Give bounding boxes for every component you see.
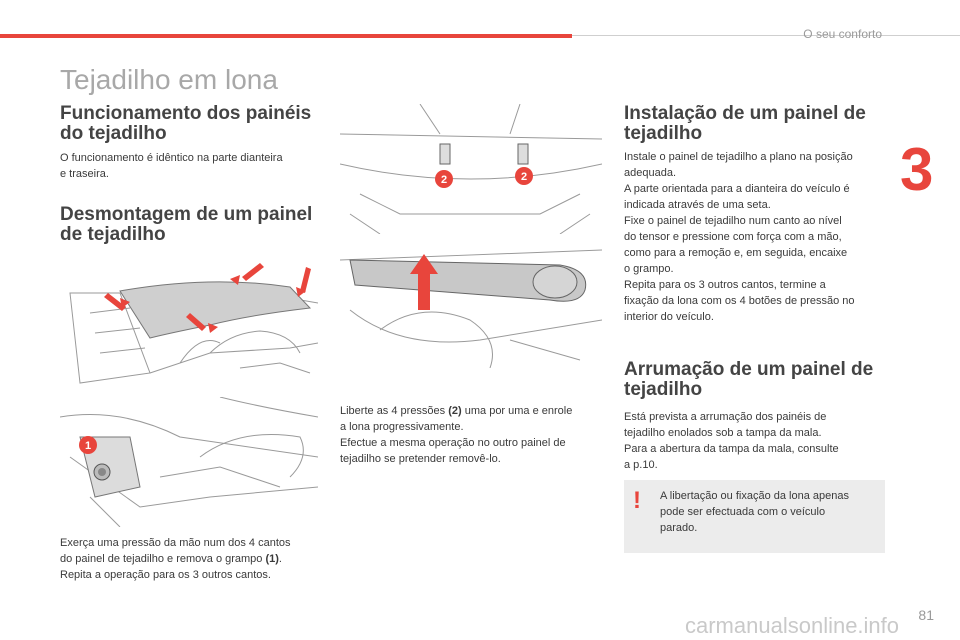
fastener-right [518,144,528,164]
header-rule [572,35,960,36]
marker-2b-label: 2 [520,171,528,183]
section-label: O seu conforto [803,27,882,41]
chapter-number: 3 [900,136,934,203]
rolled-canvas-illustration [340,240,602,368]
page-title: Tejadilho em lona [60,64,278,95]
roof-panel-shape [120,282,310,338]
header-accent-bar [0,34,572,38]
arrumacao-heading: Arrumação de um painel de tejadilho [624,359,874,400]
page-number: 81 [918,607,934,623]
arrumacao-text: Está prevista a arrumação dos painéis de tejadilho enolados sob a tampa da mala. Para a abertura da tampa da mala, consulte a p.10. [624,411,839,471]
funcionamento-text: O funcionamento é idêntico na parte dianteira e traseira. [60,152,283,180]
marker-2a-label: 2 [440,174,448,186]
watermark: carmanualsonline.info [685,613,900,638]
warning-icon: ! [633,487,641,514]
roof-panel-illustration [60,253,318,391]
marker-1-label: 1 [84,440,92,452]
roof-fasteners-illustration [340,104,602,234]
clip-illustration [60,397,318,527]
warning-text: A libertação ou fixação da lona apenas pode ser efectuada com o veículo parado. [660,490,849,534]
liberte-caption: Liberte as 4 pressões (2) uma por uma e enrole a lona progressivamente. Efectue a mesma operação no outro painel de tejadilho se pretender removê-lo. [340,405,573,465]
instalacao-heading: Instalação de um painel de tejadilho [624,103,866,144]
desmontagem-caption: Exerça uma pressão da mão num dos 4 cantos do painel de tejadilho e remova o grampo (1). Repita a operação para os 3 outros cantos. [60,537,291,581]
fastener-left [440,144,450,164]
instalacao-text: Instale o painel de tejadilho a plano na posição adequada. A parte orientada para a dianteira do veículo é indicada através de uma seta. Fixe o painel de tejadilho num canto ao nível do tensor e pressione com força com a mão, como para a remoção e, em seguida, encaixe o grampo. Repita para os 3 outros cantos, termine a fixação da lona com os 4 botões de pressão no interior do veículo. [624,151,855,323]
desmontagem-heading: Desmontagem de um painel de tejadilho [60,204,313,245]
funcionamento-heading: Funcionamento dos painéis do tejadilho [60,103,312,144]
